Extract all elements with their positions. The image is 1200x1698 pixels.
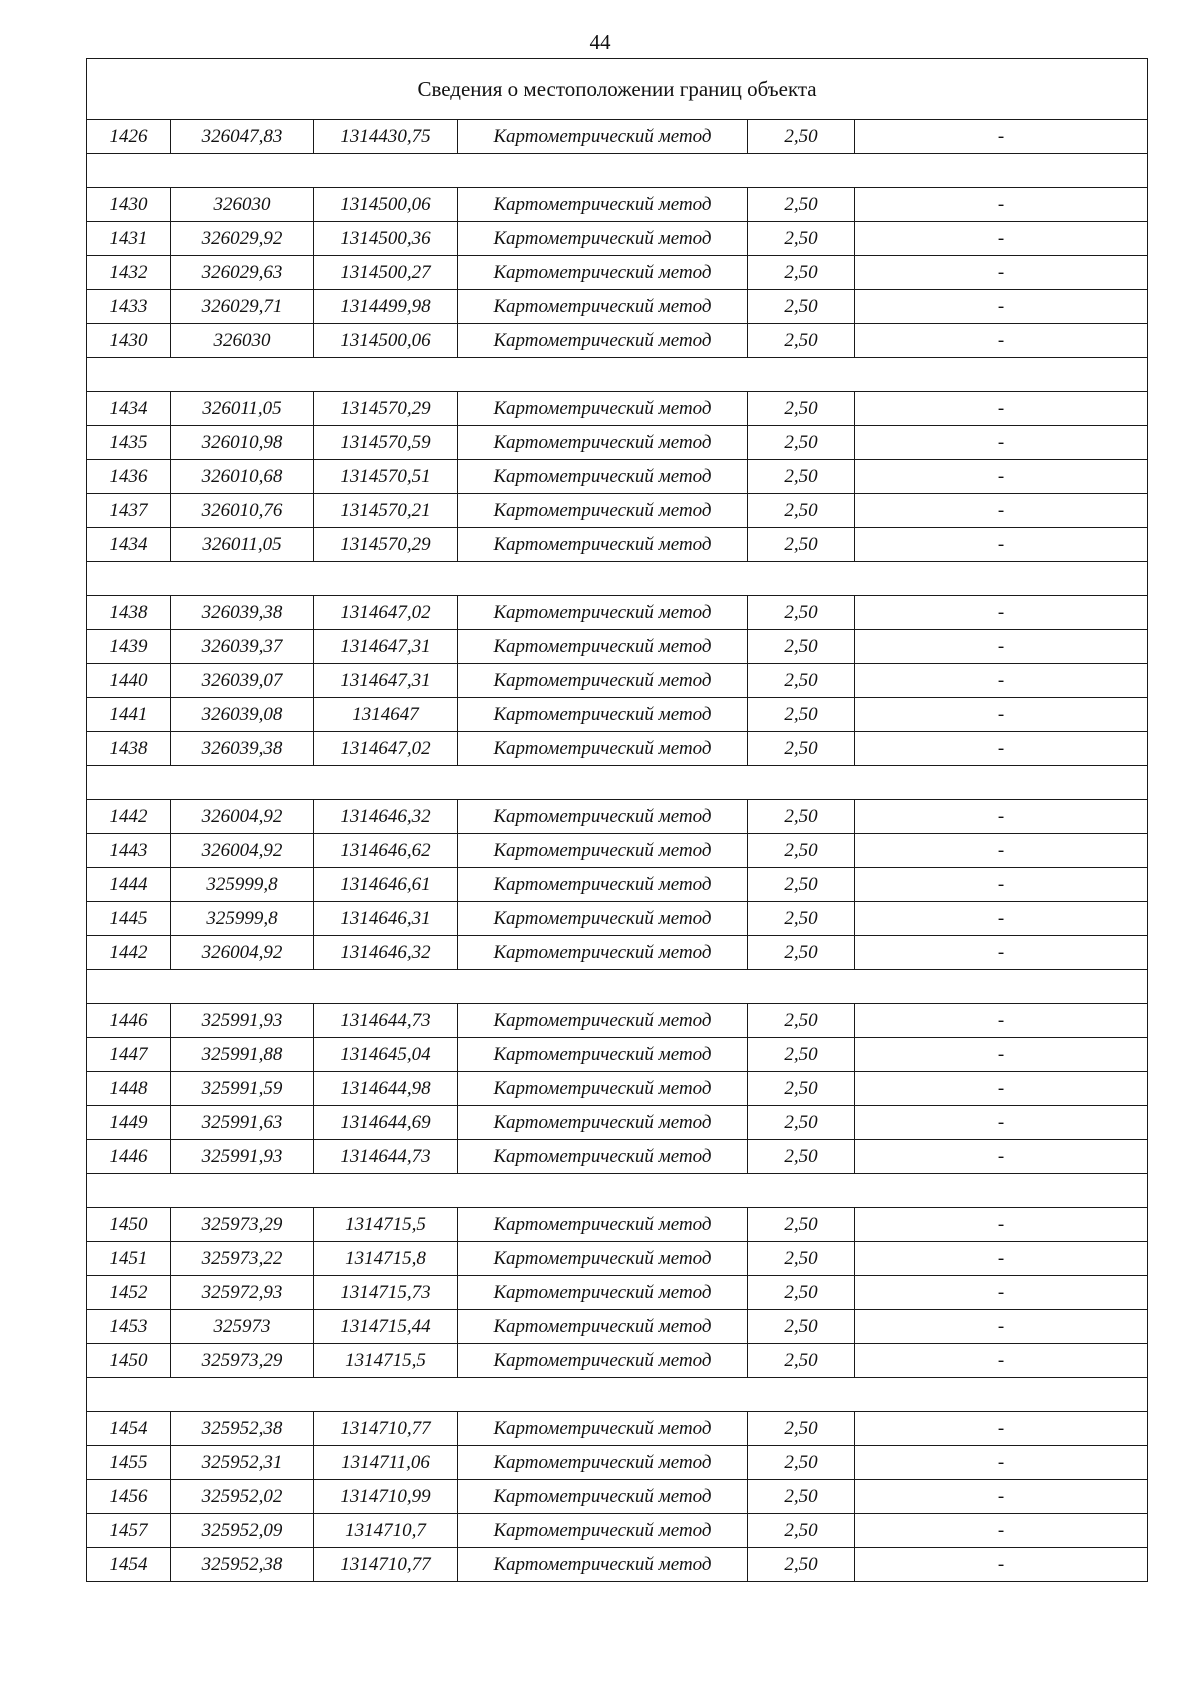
accuracy-cell: 2,50 — [748, 1208, 855, 1242]
accuracy-cell: 2,50 — [748, 1276, 855, 1310]
y-coordinate-cell: 1314570,21 — [314, 494, 458, 528]
method-cell: Картометрический метод — [458, 664, 748, 698]
group-separator-cell — [87, 970, 1148, 1004]
table-row — [87, 1412, 1148, 1446]
x-coordinate-cell: 325973,29 — [171, 1344, 314, 1378]
point-number-cell: 1455 — [87, 1446, 171, 1480]
y-coordinate-cell: 1314646,31 — [314, 902, 458, 936]
point-number-cell: 1452 — [87, 1276, 171, 1310]
table-row — [87, 834, 1148, 868]
accuracy-cell: 2,50 — [748, 460, 855, 494]
page-number: 44 — [589, 30, 611, 54]
table-row — [87, 936, 1148, 970]
point-number-cell: 1438 — [87, 596, 171, 630]
x-coordinate-cell: 326011,05 — [171, 528, 314, 562]
y-coordinate-cell: 1314570,29 — [314, 528, 458, 562]
accuracy-cell: 2,50 — [748, 596, 855, 630]
y-coordinate-cell: 1314500,06 — [314, 188, 458, 222]
group-separator-row — [87, 358, 1148, 392]
y-coordinate-cell: 1314647,31 — [314, 664, 458, 698]
x-coordinate-cell: 326010,98 — [171, 426, 314, 460]
table-row — [87, 1446, 1148, 1480]
method-cell: Картометрический метод — [458, 324, 748, 358]
table-row — [87, 1310, 1148, 1344]
table-row — [87, 188, 1148, 222]
accuracy-cell: 2,50 — [748, 1004, 855, 1038]
description-cell: - — [855, 1548, 1148, 1582]
table-row — [87, 732, 1148, 766]
description-cell: - — [855, 1344, 1148, 1378]
method-cell: Картометрический метод — [458, 1276, 748, 1310]
y-coordinate-cell: 1314647,02 — [314, 732, 458, 766]
accuracy-cell: 2,50 — [748, 1310, 855, 1344]
x-coordinate-cell: 325952,38 — [171, 1412, 314, 1446]
group-separator-row — [87, 1378, 1148, 1412]
x-coordinate-cell: 325999,8 — [171, 868, 314, 902]
point-number-cell: 1447 — [87, 1038, 171, 1072]
x-coordinate-cell: 325973,29 — [171, 1208, 314, 1242]
description-cell: - — [855, 460, 1148, 494]
point-number-cell: 1426 — [87, 120, 171, 154]
point-number-cell: 1435 — [87, 426, 171, 460]
description-cell: - — [855, 120, 1148, 154]
point-number-cell: 1449 — [87, 1106, 171, 1140]
method-cell: Картометрический метод — [458, 936, 748, 970]
x-coordinate-cell: 326010,68 — [171, 460, 314, 494]
accuracy-cell: 2,50 — [748, 732, 855, 766]
group-separator-cell — [87, 1174, 1148, 1208]
accuracy-cell: 2,50 — [748, 188, 855, 222]
point-number-cell: 1450 — [87, 1208, 171, 1242]
table-row — [87, 1072, 1148, 1106]
table-row — [87, 1242, 1148, 1276]
table-row — [87, 1480, 1148, 1514]
table-row — [87, 1514, 1148, 1548]
description-cell: - — [855, 936, 1148, 970]
table-row — [87, 1208, 1148, 1242]
accuracy-cell: 2,50 — [748, 1038, 855, 1072]
y-coordinate-cell: 1314646,32 — [314, 936, 458, 970]
method-cell: Картометрический метод — [458, 1038, 748, 1072]
x-coordinate-cell: 326004,92 — [171, 800, 314, 834]
method-cell: Картометрический метод — [458, 426, 748, 460]
description-cell: - — [855, 1208, 1148, 1242]
table-row — [87, 800, 1148, 834]
accuracy-cell: 2,50 — [748, 392, 855, 426]
x-coordinate-cell: 325991,59 — [171, 1072, 314, 1106]
description-cell: - — [855, 1072, 1148, 1106]
method-cell: Картометрический метод — [458, 698, 748, 732]
point-number-cell: 1457 — [87, 1514, 171, 1548]
accuracy-cell: 2,50 — [748, 868, 855, 902]
method-cell: Картометрический метод — [458, 834, 748, 868]
x-coordinate-cell: 326039,37 — [171, 630, 314, 664]
table-row — [87, 664, 1148, 698]
group-separator-cell — [87, 1378, 1148, 1412]
point-number-cell: 1431 — [87, 222, 171, 256]
x-coordinate-cell: 325952,38 — [171, 1548, 314, 1582]
table-row — [87, 630, 1148, 664]
point-number-cell: 1438 — [87, 732, 171, 766]
y-coordinate-cell: 1314647,02 — [314, 596, 458, 630]
y-coordinate-cell: 1314500,27 — [314, 256, 458, 290]
y-coordinate-cell: 1314499,98 — [314, 290, 458, 324]
x-coordinate-cell: 326039,38 — [171, 596, 314, 630]
description-cell: - — [855, 1140, 1148, 1174]
method-cell: Картометрический метод — [458, 1480, 748, 1514]
y-coordinate-cell: 1314646,61 — [314, 868, 458, 902]
description-cell: - — [855, 1242, 1148, 1276]
description-cell: - — [855, 664, 1148, 698]
accuracy-cell: 2,50 — [748, 324, 855, 358]
point-number-cell: 1450 — [87, 1344, 171, 1378]
method-cell: Картометрический метод — [458, 1140, 748, 1174]
table-row — [87, 1004, 1148, 1038]
method-cell: Картометрический метод — [458, 188, 748, 222]
method-cell: Картометрический метод — [458, 1106, 748, 1140]
method-cell: Картометрический метод — [458, 528, 748, 562]
description-cell: - — [855, 732, 1148, 766]
point-number-cell: 1436 — [87, 460, 171, 494]
method-cell: Картометрический метод — [458, 290, 748, 324]
x-coordinate-cell: 326039,07 — [171, 664, 314, 698]
y-coordinate-cell: 1314500,36 — [314, 222, 458, 256]
y-coordinate-cell: 1314715,5 — [314, 1208, 458, 1242]
accuracy-cell: 2,50 — [748, 936, 855, 970]
y-coordinate-cell: 1314715,5 — [314, 1344, 458, 1378]
accuracy-cell: 2,50 — [748, 834, 855, 868]
point-number-cell: 1434 — [87, 392, 171, 426]
group-separator-cell — [87, 562, 1148, 596]
table-row — [87, 1038, 1148, 1072]
description-cell: - — [855, 630, 1148, 664]
y-coordinate-cell: 1314715,73 — [314, 1276, 458, 1310]
description-cell: - — [855, 1514, 1148, 1548]
description-cell: - — [855, 290, 1148, 324]
table-row — [87, 1548, 1148, 1582]
y-coordinate-cell: 1314646,62 — [314, 834, 458, 868]
point-number-cell: 1444 — [87, 868, 171, 902]
description-cell: - — [855, 1276, 1148, 1310]
x-coordinate-cell: 326029,63 — [171, 256, 314, 290]
y-coordinate-cell: 1314570,51 — [314, 460, 458, 494]
y-coordinate-cell: 1314710,99 — [314, 1480, 458, 1514]
description-cell: - — [855, 256, 1148, 290]
accuracy-cell: 2,50 — [748, 630, 855, 664]
accuracy-cell: 2,50 — [748, 290, 855, 324]
description-cell: - — [855, 1480, 1148, 1514]
point-number-cell: 1451 — [87, 1242, 171, 1276]
point-number-cell: 1440 — [87, 664, 171, 698]
y-coordinate-cell: 1314647,31 — [314, 630, 458, 664]
point-number-cell: 1433 — [87, 290, 171, 324]
x-coordinate-cell: 326010,76 — [171, 494, 314, 528]
x-coordinate-cell: 325991,88 — [171, 1038, 314, 1072]
accuracy-cell: 2,50 — [748, 1072, 855, 1106]
accuracy-cell: 2,50 — [748, 1480, 855, 1514]
y-coordinate-cell: 1314570,29 — [314, 392, 458, 426]
method-cell: Картометрический метод — [458, 1242, 748, 1276]
point-number-cell: 1441 — [87, 698, 171, 732]
point-number-cell: 1453 — [87, 1310, 171, 1344]
point-number-cell: 1434 — [87, 528, 171, 562]
x-coordinate-cell: 326004,92 — [171, 936, 314, 970]
table-row — [87, 324, 1148, 358]
method-cell: Картометрический метод — [458, 800, 748, 834]
point-number-cell: 1437 — [87, 494, 171, 528]
method-cell: Картометрический метод — [458, 1208, 748, 1242]
table-row — [87, 222, 1148, 256]
accuracy-cell: 2,50 — [748, 1446, 855, 1480]
table-row — [87, 902, 1148, 936]
method-cell: Картометрический метод — [458, 596, 748, 630]
description-cell: - — [855, 1446, 1148, 1480]
method-cell: Картометрический метод — [458, 1344, 748, 1378]
accuracy-cell: 2,50 — [748, 1242, 855, 1276]
point-number-cell: 1443 — [87, 834, 171, 868]
x-coordinate-cell: 325952,31 — [171, 1446, 314, 1480]
x-coordinate-cell: 325973 — [171, 1310, 314, 1344]
x-coordinate-cell: 325991,63 — [171, 1106, 314, 1140]
description-cell: - — [855, 698, 1148, 732]
table-row — [87, 1344, 1148, 1378]
table-title-row — [87, 59, 1148, 120]
table-row — [87, 460, 1148, 494]
y-coordinate-cell: 1314570,59 — [314, 426, 458, 460]
accuracy-cell: 2,50 — [748, 902, 855, 936]
description-cell: - — [855, 1310, 1148, 1344]
x-coordinate-cell: 326011,05 — [171, 392, 314, 426]
y-coordinate-cell: 1314430,75 — [314, 120, 458, 154]
description-cell: - — [855, 834, 1148, 868]
point-number-cell: 1446 — [87, 1140, 171, 1174]
table-row — [87, 698, 1148, 732]
table-row — [87, 290, 1148, 324]
method-cell: Картометрический метод — [458, 256, 748, 290]
point-number-cell: 1430 — [87, 324, 171, 358]
group-separator-cell — [87, 358, 1148, 392]
y-coordinate-cell: 1314710,7 — [314, 1514, 458, 1548]
table-body — [87, 59, 1148, 1582]
table-row — [87, 1106, 1148, 1140]
method-cell: Картометрический метод — [458, 120, 748, 154]
point-number-cell: 1454 — [87, 1412, 171, 1446]
description-cell: - — [855, 392, 1148, 426]
accuracy-cell: 2,50 — [748, 1344, 855, 1378]
x-coordinate-cell: 326029,92 — [171, 222, 314, 256]
group-separator-cell — [87, 154, 1148, 188]
method-cell: Картометрический метод — [458, 1004, 748, 1038]
method-cell: Картометрический метод — [458, 868, 748, 902]
group-separator-row — [87, 1174, 1148, 1208]
accuracy-cell: 2,50 — [748, 222, 855, 256]
table-title: Сведения о местоположении границ объекта — [87, 59, 1148, 120]
accuracy-cell: 2,50 — [748, 1140, 855, 1174]
table-row — [87, 426, 1148, 460]
y-coordinate-cell: 1314644,73 — [314, 1004, 458, 1038]
x-coordinate-cell: 326039,08 — [171, 698, 314, 732]
description-cell: - — [855, 188, 1148, 222]
description-cell: - — [855, 800, 1148, 834]
point-number-cell: 1430 — [87, 188, 171, 222]
description-cell: - — [855, 324, 1148, 358]
x-coordinate-cell: 326004,92 — [171, 834, 314, 868]
group-separator-row — [87, 154, 1148, 188]
group-separator-row — [87, 562, 1148, 596]
accuracy-cell: 2,50 — [748, 494, 855, 528]
accuracy-cell: 2,50 — [748, 664, 855, 698]
x-coordinate-cell: 325991,93 — [171, 1140, 314, 1174]
y-coordinate-cell: 1314711,06 — [314, 1446, 458, 1480]
table-row — [87, 120, 1148, 154]
table-row — [87, 596, 1148, 630]
x-coordinate-cell: 325999,8 — [171, 902, 314, 936]
y-coordinate-cell: 1314644,98 — [314, 1072, 458, 1106]
method-cell: Картометрический метод — [458, 732, 748, 766]
y-coordinate-cell: 1314644,69 — [314, 1106, 458, 1140]
boundary-coordinates-table — [86, 58, 1148, 1582]
table-row — [87, 392, 1148, 426]
table-row — [87, 528, 1148, 562]
x-coordinate-cell: 325973,22 — [171, 1242, 314, 1276]
x-coordinate-cell: 325972,93 — [171, 1276, 314, 1310]
point-number-cell: 1442 — [87, 936, 171, 970]
accuracy-cell: 2,50 — [748, 528, 855, 562]
method-cell: Картометрический метод — [458, 1412, 748, 1446]
y-coordinate-cell: 1314715,8 — [314, 1242, 458, 1276]
y-coordinate-cell: 1314645,04 — [314, 1038, 458, 1072]
point-number-cell: 1432 — [87, 256, 171, 290]
description-cell: - — [855, 868, 1148, 902]
x-coordinate-cell: 326029,71 — [171, 290, 314, 324]
x-coordinate-cell: 326030 — [171, 188, 314, 222]
point-number-cell: 1456 — [87, 1480, 171, 1514]
method-cell: Картометрический метод — [458, 222, 748, 256]
accuracy-cell: 2,50 — [748, 1412, 855, 1446]
description-cell: - — [855, 1004, 1148, 1038]
group-separator-row — [87, 970, 1148, 1004]
method-cell: Картометрический метод — [458, 1072, 748, 1106]
accuracy-cell: 2,50 — [748, 426, 855, 460]
method-cell: Картометрический метод — [458, 1548, 748, 1582]
method-cell: Картометрический метод — [458, 630, 748, 664]
group-separator-cell — [87, 766, 1148, 800]
group-separator-row — [87, 766, 1148, 800]
accuracy-cell: 2,50 — [748, 1548, 855, 1582]
description-cell: - — [855, 1106, 1148, 1140]
point-number-cell: 1439 — [87, 630, 171, 664]
x-coordinate-cell: 326030 — [171, 324, 314, 358]
y-coordinate-cell: 1314710,77 — [314, 1548, 458, 1582]
accuracy-cell: 2,50 — [748, 256, 855, 290]
method-cell: Картометрический метод — [458, 494, 748, 528]
table-row — [87, 494, 1148, 528]
x-coordinate-cell: 325952,09 — [171, 1514, 314, 1548]
point-number-cell: 1454 — [87, 1548, 171, 1582]
table-row — [87, 868, 1148, 902]
description-cell: - — [855, 1412, 1148, 1446]
accuracy-cell: 2,50 — [748, 120, 855, 154]
x-coordinate-cell: 325991,93 — [171, 1004, 314, 1038]
table-row — [87, 1140, 1148, 1174]
method-cell: Картометрический метод — [458, 1446, 748, 1480]
table-row — [87, 1276, 1148, 1310]
description-cell: - — [855, 494, 1148, 528]
point-number-cell: 1442 — [87, 800, 171, 834]
method-cell: Картометрический метод — [458, 460, 748, 494]
point-number-cell: 1448 — [87, 1072, 171, 1106]
accuracy-cell: 2,50 — [748, 1106, 855, 1140]
description-cell: - — [855, 902, 1148, 936]
description-cell: - — [855, 426, 1148, 460]
method-cell: Картометрический метод — [458, 1514, 748, 1548]
x-coordinate-cell: 326039,38 — [171, 732, 314, 766]
y-coordinate-cell: 1314710,77 — [314, 1412, 458, 1446]
accuracy-cell: 2,50 — [748, 800, 855, 834]
x-coordinate-cell: 326047,83 — [171, 120, 314, 154]
table-row — [87, 256, 1148, 290]
point-number-cell: 1445 — [87, 902, 171, 936]
description-cell: - — [855, 1038, 1148, 1072]
description-cell: - — [855, 596, 1148, 630]
y-coordinate-cell: 1314500,06 — [314, 324, 458, 358]
y-coordinate-cell: 1314647 — [314, 698, 458, 732]
point-number-cell: 1446 — [87, 1004, 171, 1038]
y-coordinate-cell: 1314644,73 — [314, 1140, 458, 1174]
y-coordinate-cell: 1314646,32 — [314, 800, 458, 834]
x-coordinate-cell: 325952,02 — [171, 1480, 314, 1514]
method-cell: Картометрический метод — [458, 1310, 748, 1344]
accuracy-cell: 2,50 — [748, 698, 855, 732]
accuracy-cell: 2,50 — [748, 1514, 855, 1548]
description-cell: - — [855, 222, 1148, 256]
description-cell: - — [855, 528, 1148, 562]
method-cell: Картометрический метод — [458, 392, 748, 426]
method-cell: Картометрический метод — [458, 902, 748, 936]
y-coordinate-cell: 1314715,44 — [314, 1310, 458, 1344]
